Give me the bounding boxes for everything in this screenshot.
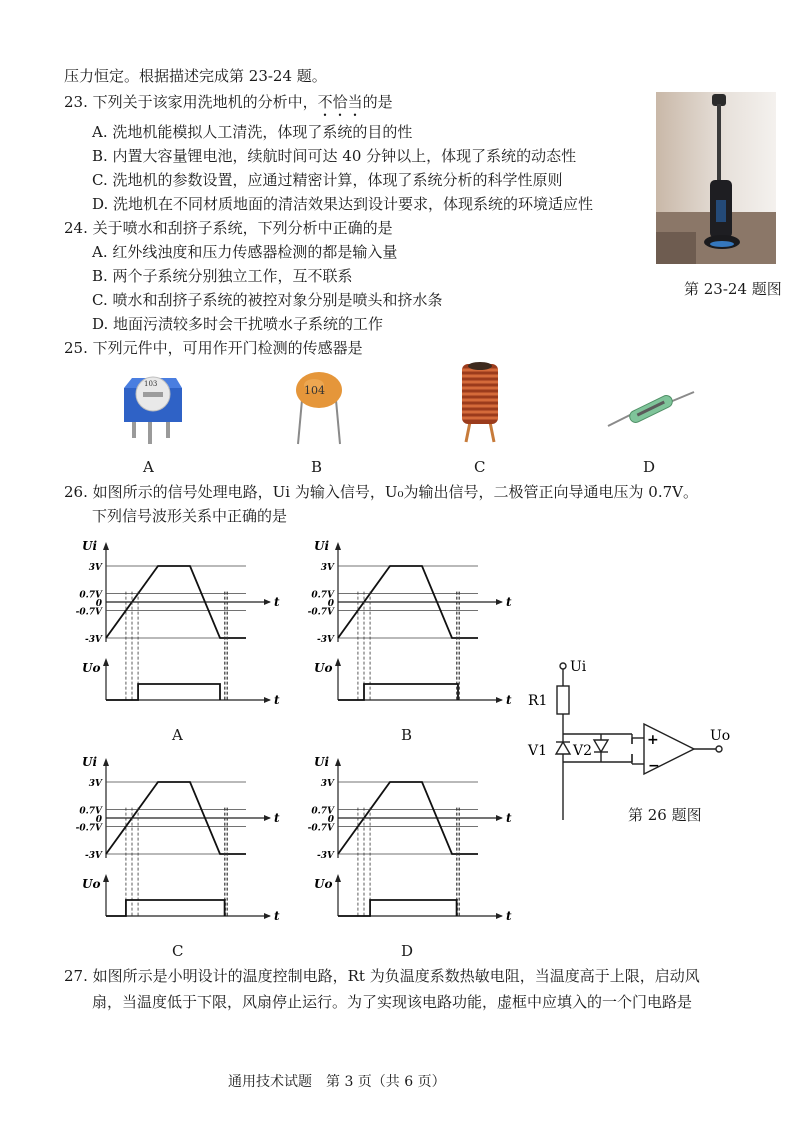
uo-t-label: t [506,909,512,923]
uo-y-arrow [103,658,109,666]
uo-t-arrow [264,697,271,703]
q23-stem-post: 的是 [362,93,393,111]
intro-text: 压力恒定。根据描述完成第 23-24 题。 [64,67,327,85]
q23-stem-pre: 下列关于该家用洗地机的分析中， [92,93,318,111]
q27-number: 27. [64,967,88,985]
page-footer: 通用技术试题 第 3 页（共 6 页） [228,1074,446,1090]
q26-label-c: C [172,942,184,960]
ui-tick-label: 0.7V [79,590,102,601]
ui-y-arrow [335,758,341,766]
q24-number: 24. [64,219,88,237]
ui-axis-label: Ui [314,755,330,769]
ui-axis-label: Ui [82,539,98,553]
circuit-v1-label: V1 [528,743,548,759]
r1-resistor [557,686,569,714]
q25-label-a: A [143,458,154,476]
q25-label-d: D [643,458,656,476]
ui-tick-label: 0 [95,815,102,825]
q25-label-b: B [311,458,323,476]
q26-stem-line2: 下列信号波形关系中正确的是 [92,507,288,525]
q27-line1 [64,966,700,986]
q26-label-b: B [401,726,413,744]
ui-tick-label: 0 [327,815,334,825]
uo-t-arrow [496,697,503,703]
waveform-graph-a [70,536,290,716]
q23-option-a: A. 洗地机能模拟人工清洗，体现了系统的目的性 [92,123,413,141]
q23-stem [64,92,393,120]
component-c-inductor-coil [452,360,508,448]
ui-t-arrow [496,599,503,605]
ui-tick-label: 3V [88,563,102,573]
circuit-v2-label: V2 [573,743,593,759]
capacitor-code: 104 [304,384,325,397]
figure-23-24-caption: 第 23-24 题图 [684,280,782,298]
ui-tick-label: -3V [317,635,334,645]
ui-tick-label: 0 [95,599,102,609]
waveform-graph-d [302,752,522,932]
ui-tick-label: 3V [320,779,334,789]
q24-option-b: B. 两个子系统分别独立工作，互不联系 [92,267,353,285]
uo-waveform [338,684,458,700]
q23-option-b: B. 内置大容量锂电池，续航时间可达 40 分钟以上，体现了系统的动态性 [92,147,577,165]
q24-stem [64,218,393,238]
q24-option-a: A. 红外线浊度和压力传感器检测的都是输入量 [92,243,398,261]
ui-t-label: t [274,595,280,609]
ui-t-label: t [506,595,512,609]
ui-tick-label: -0.7V [307,823,334,834]
uo-axis-label: Uo [314,877,333,891]
ui-tick-label: -3V [317,851,334,861]
q26-figure-caption: 第 26 题图 [628,806,702,824]
floor-washer-photo [656,92,776,264]
q24-stem-text: 关于喷水和刮挤子系统，下列分析中正确的是 [92,219,393,237]
circuit-plus-label: + [647,732,659,748]
q23-stem-emphasis: 不恰当 [317,93,363,111]
waveform-graph-c [70,752,290,932]
uo-axis-label: Uo [82,661,101,675]
ui-t-arrow [496,815,503,821]
uo-t-arrow [496,913,503,919]
ui-y-arrow [335,542,341,550]
ui-tick-label: 0.7V [79,806,102,817]
q25-stem-text: 下列元件中，可用作开门检测的传感器是 [92,339,363,357]
circuit-ui-label: Ui [570,659,587,675]
ui-axis-label: Ui [82,755,98,769]
uo-waveform [338,900,457,916]
v2-diode [594,740,608,752]
ui-t-arrow [264,599,271,605]
uo-axis-label: Uo [314,661,333,675]
ui-tick-label: 0.7V [311,806,334,817]
uo-y-arrow [103,874,109,882]
uo-t-label: t [506,693,512,707]
ui-tick-label: 0.7V [311,590,334,601]
uo-terminal [716,746,722,752]
ui-tick-label: -3V [85,635,102,645]
svg-text:103: 103 [144,380,158,388]
ui-axis-label: Ui [314,539,330,553]
ui-tick-label: -0.7V [75,607,102,618]
q27-line2: 扇，当温度低于下限，风扇停止运行。为了实现该电路功能，虚框中应填入的一个门电路是 [92,993,693,1011]
circuit-uo-label: Uo [710,728,731,744]
uo-waveform [106,900,225,916]
ui-tick-label: 0 [327,599,334,609]
ui-terminal [560,663,566,669]
q26-label-d: D [401,942,414,960]
component-d-reed-switch [606,390,696,430]
q26-number: 26. [64,483,88,501]
circuit-r1-label: R1 [528,693,548,709]
uo-y-arrow [335,658,341,666]
ui-tick-label: -3V [85,851,102,861]
q24-option-c: C. 喷水和刮挤子系统的被控对象分别是喷头和挤水条 [92,291,443,309]
ui-t-arrow [264,815,271,821]
ui-tick-label: 3V [88,779,102,789]
uo-t-label: t [274,909,280,923]
q23-number: 23. [64,93,88,111]
uo-axis-label: Uo [82,877,101,891]
uo-waveform [106,684,220,700]
waveform-graph-b [302,536,522,716]
ui-t-label: t [274,811,280,825]
v1-diode [556,742,570,754]
ui-t-label: t [506,811,512,825]
ui-tick-label: -0.7V [75,823,102,834]
uo-y-arrow [335,874,341,882]
q25-label-c: C [474,458,486,476]
q23-option-c: C. 洗地机的参数设置，应通过精密计算，体现了系统分析的科学性原则 [92,171,563,189]
circuit-minus-label: − [648,758,660,774]
q26-label-a: A [172,726,183,744]
q27-text1: 如图所示是小明设计的温度控制电路，Rt 为负温度系数热敏电阻，当温度高于上限，启动风 [92,967,700,985]
q23-option-d: D. 洗地机在不同材质地面的清洁效果达到设计要求，体现系统的环境适应性 [92,195,594,213]
ui-tick-label: 3V [320,563,334,573]
q26-stem-text1: 如图所示的信号处理电路，Ui 为输入信号，U₀为输出信号，二极管正向导通电压为 0.7V。 [92,483,698,501]
q24-option-d: D. 地面污渍较多时会干扰喷水子系统的工作 [92,315,384,333]
ui-y-arrow [103,542,109,550]
component-a-trimmer-potentiometer [118,364,188,448]
uo-t-arrow [264,913,271,919]
q25-stem [64,338,363,358]
q26-stem-line1 [64,482,698,502]
q25-number: 25. [64,339,88,357]
uo-t-label: t [274,693,280,707]
component-b-ceramic-capacitor [290,366,350,448]
ui-tick-label: -0.7V [307,607,334,618]
ui-y-arrow [103,758,109,766]
